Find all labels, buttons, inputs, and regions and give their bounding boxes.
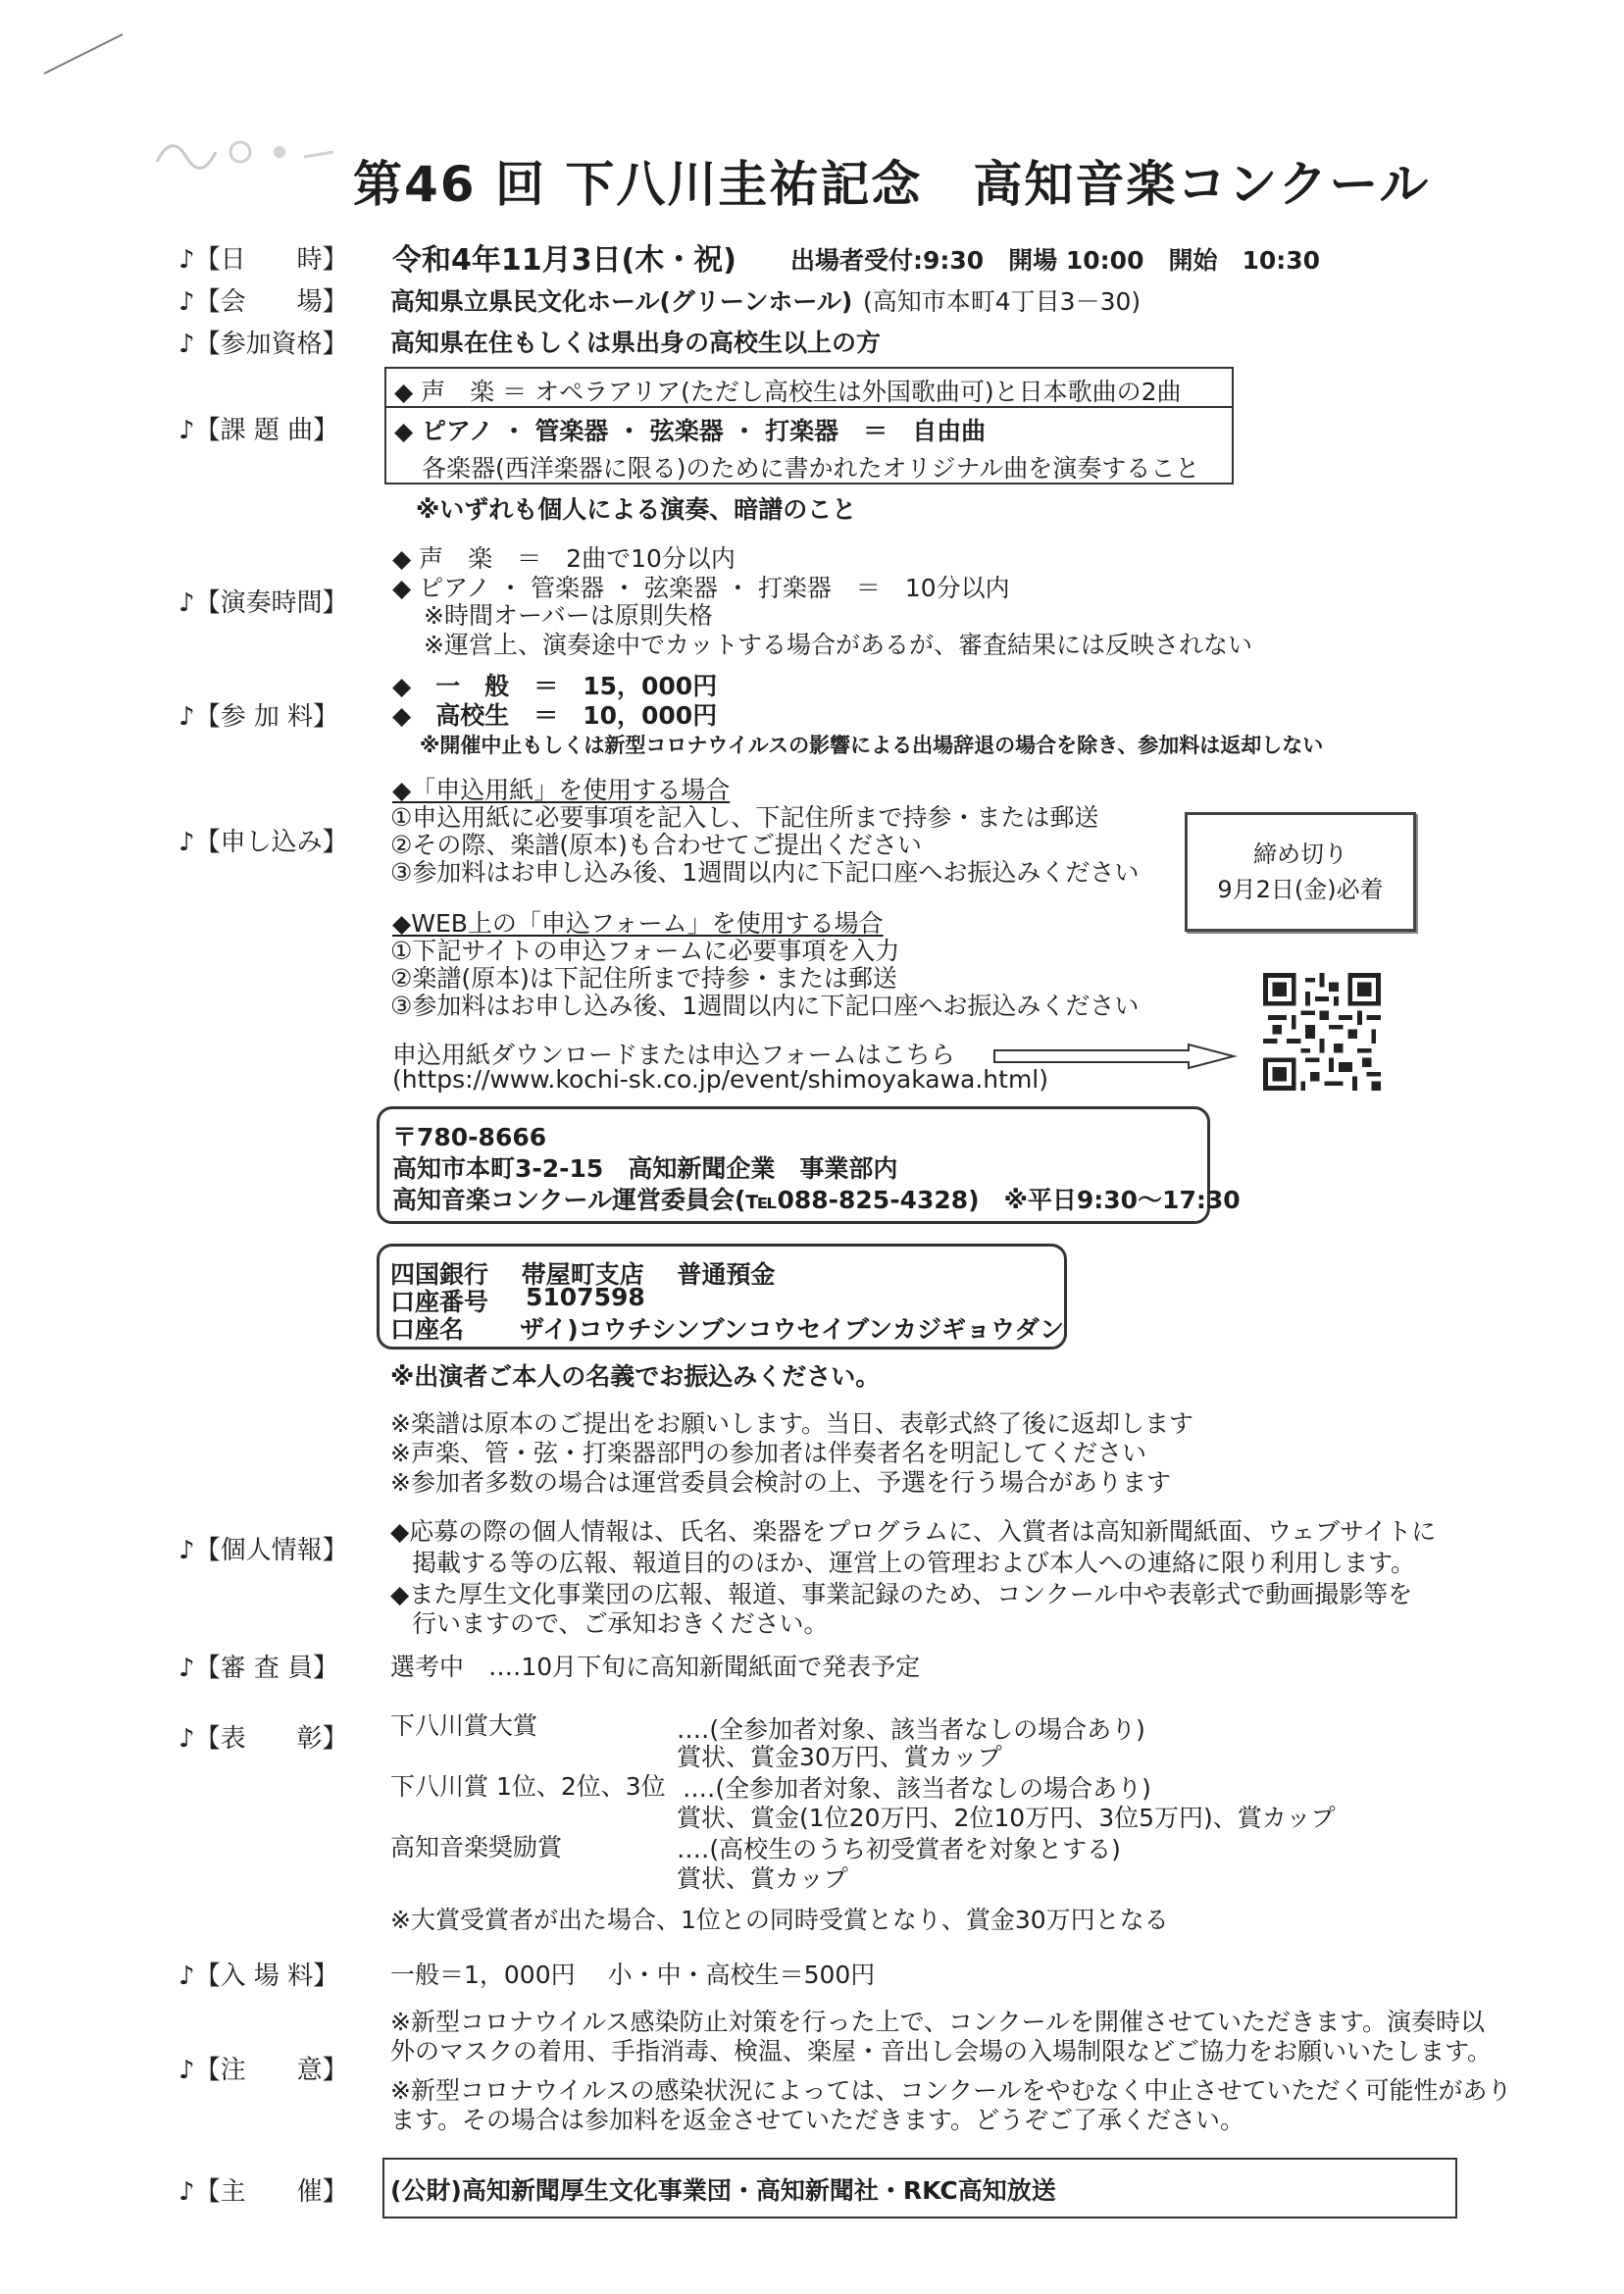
award-encourage-prize: 賞状、賞カップ — [677, 1864, 848, 1893]
award-grand-prize: 賞状、賞金30万円、賞カップ — [677, 1743, 1002, 1771]
application-web-heading: ◆WEB上の「申込フォーム」を使用する場合 — [392, 909, 884, 938]
duration-instruments: ◆ ピアノ ・ 管楽器 ・ 弦楽器 ・ 打楽器 ＝ 10分以内 — [392, 574, 1010, 602]
account-name: ザイ)コウチシンブンコウセイブンカジギョウダン — [520, 1315, 1065, 1344]
account-number-label: 口座番号 — [390, 1288, 489, 1316]
application-web-step-1: ①下記サイトの申込フォームに必要事項を入力 — [390, 937, 900, 965]
caution-line-1: ※新型コロナウイルス感染防止対策を行った上で、コンクールを開催させていただきます。演奏時以 — [390, 2008, 1485, 2036]
date-times: 出場者受付:9:30 開場 10:00 開始 10:30 — [790, 246, 1321, 275]
account-name-label: 口座名 — [390, 1315, 465, 1344]
award-grand-name: 下八川賞大賞 — [390, 1711, 538, 1740]
application-url[interactable]: (https://www.kochi-sk.co.jp/event/shimoyakawa.html) — [392, 1065, 1049, 1094]
organizer-value: (公財)高知新聞厚生文化事業団・高知新聞社・RKC高知放送 — [390, 2176, 1056, 2205]
download-text: 申込用紙ダウンロードまたは申込フォームはこちら — [392, 1041, 955, 1069]
qr-code-icon[interactable] — [1259, 973, 1385, 1091]
award-encourage-name: 高知音楽奨励賞 — [390, 1833, 563, 1861]
note-1: ※楽譜は原本のご提出をお願いします。当日、表彰式終了後に返却します — [390, 1409, 1193, 1438]
application-paper-step-1: ①申込用紙に必要事項を記入し、下記住所まで持参・または郵送 — [390, 803, 1099, 832]
fee-label: ♪【参 加 料】 — [178, 702, 339, 732]
note-3: ※参加者多数の場合は運営委員会検討の上、予選を行う場合があります — [390, 1468, 1171, 1497]
arrow-right-icon — [992, 1043, 1238, 1070]
judges-label: ♪【審 査 員】 — [178, 1654, 339, 1683]
pieces-vocal: ◆ 声 楽 ＝ オペラアリア(ただし高校生は外国歌曲可)と日本歌曲の2曲 — [394, 378, 1182, 406]
awards-label: ♪【表 彰】 — [178, 1724, 348, 1754]
caution-line-3: ※新型コロナウイルスの感染状況によっては、コンクールをやむなく中止させていただく可能性があり — [390, 2076, 1512, 2105]
venue-label: ♪【会 場】 — [178, 287, 348, 317]
pieces-instruments: ◆ ピアノ ・ 管楽器 ・ 弦楽器 ・ 打楽器 ＝ 自由曲 — [394, 417, 987, 445]
award-grand-scope: ‥‥(全参加者対象、該当者なしの場合あり) — [677, 1715, 1145, 1744]
privacy-label: ♪【個人情報】 — [178, 1536, 348, 1565]
duration-vocal: ◆ 声 楽 ＝ 2曲で10分以内 — [392, 544, 736, 573]
pieces-instruments-note: 各楽器(西洋楽器に限る)のために書かれたオリジナル曲を演奏すること — [422, 454, 1200, 483]
venue-value: 高知県立県民文化ホール(グリーンホール) — [390, 287, 853, 316]
privacy-line-4: 行いますので、ご承知おきください。 — [412, 1609, 829, 1638]
application-paper-step-3: ③参加料はお申し込み後、1週間以内に下記口座へお振込みください — [390, 858, 1140, 887]
fee-general: ◆ 一 般 ＝ 15，000円 — [392, 672, 718, 700]
duration-label: ♪【演奏時間】 — [178, 588, 348, 618]
award-rank-name: 下八川賞 1位、2位、3位 — [390, 1772, 666, 1801]
duration-note-2: ※運営上、演奏途中でカットする場合があるが、審査結果には反映されない — [424, 631, 1252, 659]
caution-line-4: ます。その場合は参加料を返金させていただきます。どうぞご了承ください。 — [390, 2106, 1245, 2134]
fee-student: ◆ 高校生 ＝ 10，000円 — [392, 701, 718, 730]
application-web-step-3: ③参加料はお申し込み後、1週間以内に下記口座へお振込みください — [390, 992, 1140, 1020]
application-paper-step-2: ②その際、楽譜(原本)も合わせてご提出ください — [390, 831, 922, 859]
deadline-title: 締め切り — [1253, 841, 1347, 868]
admission-label: ♪【入 場 料】 — [178, 1962, 339, 1991]
faded-logo-mark — [147, 123, 343, 181]
application-paper-heading: ◆「申込用紙」を使用する場合 — [392, 776, 731, 804]
award-rank-scope: ‥‥(全参加者対象、該当者なしの場合あり) — [683, 1774, 1151, 1803]
page-title: 第46 回 下八川圭祐記念 高知音楽コンクール — [353, 156, 1431, 213]
organizer-label: ♪【主 催】 — [178, 2177, 348, 2207]
date-value: 令和4年11月3日(木・祝) — [392, 243, 736, 278]
award-rank-prize: 賞状、賞金(1位20万円、2位10万円、3位5万円)、賞カップ — [677, 1804, 1336, 1832]
duration-note-1: ※時間オーバーは原則失格 — [424, 601, 713, 630]
privacy-line-2: 掲載する等の広報、報道目的のほか、運営上の管理および本人への連絡に限り利用します。 — [412, 1549, 1416, 1577]
address-postal: 〒780-8666 — [392, 1123, 547, 1151]
deadline-box — [1185, 812, 1416, 932]
date-label: ♪【日 時】 — [178, 245, 348, 275]
caution-label: ♪【注 意】 — [178, 2056, 348, 2085]
account-number: 5107598 — [526, 1283, 645, 1311]
admission-value: 一般＝1，000円 小・中・高校生＝500円 — [390, 1961, 876, 1989]
pieces-label: ♪【課 題 曲】 — [178, 416, 339, 445]
note-2: ※声楽、管・弦・打楽器部門の参加者は伴奏者名を明記してください — [390, 1439, 1146, 1467]
venue-address: (高知市本町4丁目3－30) — [863, 287, 1142, 316]
eligibility-label: ♪【参加資格】 — [178, 330, 348, 359]
awards-note: ※大賞受賞者が出た場合、1位との同時受賞となり、賞金30万円となる — [390, 1906, 1169, 1934]
pen-stroke-mark — [39, 29, 127, 78]
eligibility-value: 高知県在住もしくは県出身の高校生以上の方 — [390, 329, 882, 357]
fee-note: ※開催中止もしくは新型コロナウイルスの影響による出場辞退の場合を除き、参加料は返却しない — [420, 734, 1324, 757]
bank-name: 四国銀行 帯屋町支店 普通預金 — [390, 1260, 776, 1289]
award-encourage-scope: ‥‥(高校生のうち初受賞者を対象とする) — [677, 1835, 1121, 1863]
privacy-line-3: ◆また厚生文化事業団の広報、報道、事業記録のため、コンクール中や表彰式で動画撮影等を — [390, 1580, 1413, 1608]
bank-note: ※出演者ご本人の名義でお振込みください。 — [390, 1362, 881, 1391]
caution-line-2: 外のマスクの着用、手指消毒、検温、楽屋・音出し会場の入場制限などご協力をお願いいたします。 — [390, 2037, 1493, 2065]
address-street: 高知市本町3-2-15 高知新聞企業 事業部内 — [392, 1154, 898, 1183]
privacy-line-1: ◆応募の際の個人情報は、氏名、楽器をプログラムに、入賞者は高知新聞紙面、ウェブサイトに — [390, 1517, 1437, 1546]
application-web-step-2: ②楽譜(原本)は下記住所まで持参・または郵送 — [390, 964, 897, 993]
application-label: ♪【申し込み】 — [178, 828, 348, 857]
deadline-date: 9月2日(金)必着 — [1217, 876, 1384, 903]
judges-value: 選考中 ‥‥10月下旬に高知新聞紙面で発表予定 — [390, 1653, 921, 1681]
address-committee: 高知音楽コンクール運営委員会(℡088-825-4328) ※平日9:30～17:30 — [392, 1186, 1241, 1214]
pieces-note: ※いずれも個人による演奏、暗譜のこと — [416, 495, 857, 524]
